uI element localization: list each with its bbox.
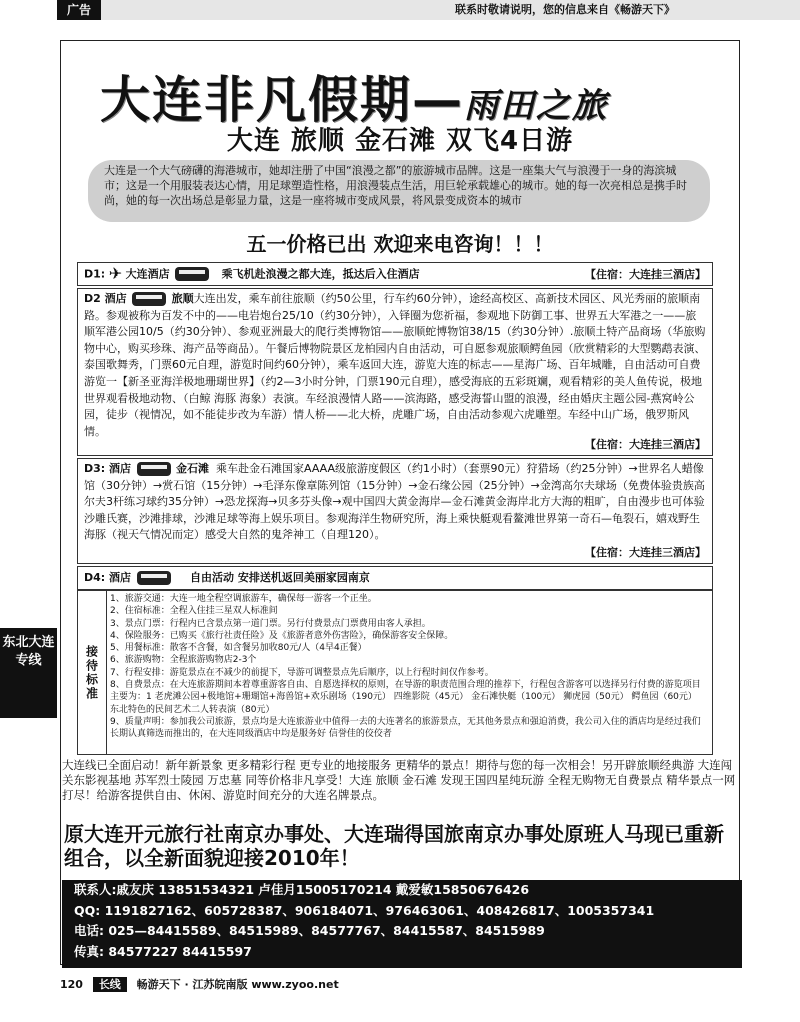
list-item: 8、自费景点：在大连旅游期间本着尊重游客自由、自愿选择权的原则，在导游的职责范围合理的推荐下，行程包含游客可以选择另行付费的游览项目主要为：1 老虎滩公园+极地馆+珊瑚馆+海兽馆+欢乐剧场（190元） 四维影院（45元） 金石滩快艇（100元） 狮虎园（50元） 鳄鱼园（60元） 东北特色的民间艺术二人转表演（80元） bbox=[110, 680, 701, 715]
day-desc: 大连出发，乘车前往旅顺（约50公里，行车约60分钟），途经高校区、高新技术园区、风光秀丽的旅顺南路。参观被称为百发不中的——电岩炮台25/10（约30分钟），入铎圈为您祈福，参观地下防御工事、世界五大军港之一——旅顺军港公园10/5（约30分钟）、参观亚洲最大的爬行类博物馆——旅顺蛇博物馆38/15（约30分钟）.旅顺土特产品商场（华旅购物中心，购买珍珠、海产品等商品）。午餐后博物院景区龙柏园内自由活动，可自愿参观旅顺鳄鱼园（欣赏精彩的大型鹦鹉表演、泰国歌舞秀，门票60元自理，游览时间约60分钟），乘车返回大连，游览大连的标志——星海广场、百年城雕，自由活动可自费游览一【新圣亚海洋极地珊瑚世界】（约2—3小时分钟，门票190元自理），感受海底的五彩斑斓，观看精彩的美人鱼传说，极地世界观看极地动物、（白鲸 海豚 海象）表演。车经浪漫情人路——滨海路，感受海誓山盟的浪漫，经由婚庆主题公园-燕窝岭公园，徒步（视情况，如不能徒步改为车游）情人桥——北大桥，虎雕广场，自由活动参观六虎雕塑。车经中山广场，俄罗斯风情。 bbox=[84, 292, 706, 438]
intro-text: 大连是一个大气磅礴的海港城市，她却注册了中国“浪漫之都”的旅游城市品牌。这是一座集大气与浪漫于一身的海滨城市；这是一个用服装表达心情，用足球塑造性格，用浪漫装点生活，用巨轮承载雄心的城市。她的每一次亮相总是携手时尚，她的每一次出场总是彰显力量，这是一座将城市变成风景，将风景变成资本的城市 bbox=[104, 164, 687, 207]
reception-list bbox=[110, 593, 708, 741]
bus-icon bbox=[132, 292, 166, 306]
side-label: 东北大连专线 bbox=[0, 628, 57, 718]
reception-label: 接待标准 bbox=[78, 591, 107, 754]
bus-icon bbox=[137, 571, 171, 585]
title-script: 雨田之旅 bbox=[464, 86, 608, 126]
day-desc: 乘飞机赴浪漫之都大连，抵达后入住酒店 bbox=[221, 267, 420, 281]
contact-box bbox=[62, 880, 742, 968]
list-item: 1、旅游交通：大连一地全程空调旅游车，确保每一游客一个正坐。 bbox=[110, 594, 377, 604]
tour-subtitle: 大连 旅顺 金石滩 双飞4日游 bbox=[226, 126, 574, 156]
day-label: D3: 酒店 bbox=[84, 462, 132, 475]
price-notice: 五一价格已出 欢迎来电咨询！！！ bbox=[246, 232, 554, 256]
contact-tel: 电话: 025—84415589、84515989、84577767、84415587、84515989 bbox=[74, 923, 545, 938]
list-item: 9、质量声明：参加我公司旅游，景点均是大连旅游业中值得一去的大连著名的旅游景点，无其他务景点和强迫消费，我公司入住的酒店均是经过我们长期认真筛选而推出的，在大连同级酒店中均是服务好 信誉佳的佼佼者 bbox=[110, 716, 701, 740]
list-item: 7、行程安排：游览景点在不减少的前提下，导游可调整景点先后顺序，以上行程时间仅作参考。 bbox=[110, 667, 494, 678]
footer-tag: 长线 bbox=[93, 977, 127, 992]
list-item: 5、用餐标准：散客不含餐，如含餐另加收80元/人（4早4正餐） bbox=[110, 643, 367, 654]
hotel-note: 【住宿：大连挂三酒店】 bbox=[585, 268, 706, 282]
bus-icon bbox=[175, 267, 209, 281]
day-label: D4: 酒店 bbox=[84, 571, 132, 584]
day-2 bbox=[77, 288, 713, 456]
header-note: 联系时敬请说明，您的信息来自《畅游天下》 bbox=[455, 3, 675, 16]
bus-icon bbox=[137, 462, 171, 476]
list-item: 6、旅游购物：全程旅游购物店2-3个 bbox=[110, 655, 257, 666]
day-label: D2 酒店 bbox=[84, 292, 127, 305]
contact-persons: 联系人:戚友庆 13851534321 卢佳月15005170214 戴爱敏15850676426 bbox=[74, 882, 530, 897]
list-item: 3、景点门票：行程内已含景点第一道门票。另行付费景点门票费用由客人承担。 bbox=[110, 618, 431, 629]
day-3 bbox=[77, 458, 713, 564]
contact-qq: QQ: 1191827162、605728387、906184071、976463061、408426817、1005357341 bbox=[74, 902, 655, 918]
ad-tag: 广告 bbox=[57, 0, 101, 20]
hotel-note: 【住宿：大连挂三酒店】 bbox=[585, 438, 706, 452]
reception-standards bbox=[77, 590, 713, 755]
day-head: 大连酒店 bbox=[125, 267, 170, 281]
day-head: 旅顺 bbox=[171, 292, 194, 305]
page-footer bbox=[60, 975, 430, 995]
intro-box bbox=[88, 160, 710, 222]
list-item: 4、保险服务：已购买《旅行社责任险》及《旅游者意外伤害险》，确保游客安全保障。 bbox=[110, 630, 454, 641]
day-head: 金石滩 bbox=[176, 462, 210, 475]
day-4 bbox=[77, 566, 713, 590]
day-label: D1: bbox=[84, 267, 106, 281]
day-1 bbox=[77, 262, 713, 286]
hotel-note: 【住宿：大连挂三酒店】 bbox=[585, 546, 706, 560]
day-desc: 乘车赴金石滩国家AAAA级旅游度假区（约1小时）（套票90元）狩猎场（约25分钟）→世界名人蜡像馆（30分钟）→赏石馆（15分钟）→毛泽东像章陈列馆（15分钟）→金石缘公园（25分钟）→金湾高尔夫球场（免费体验贵族高尔夫3杆练习球约35分钟）→恐龙探海→贝多芬头像→观中国四大黄金海岸—金石滩黄金海岸北方大海的粗旷，自由漫步也可体验沙雕氏赛，沙滩排球，沙滩足球等海上娱乐项目。参观海洋生物研究所，海上乘快艇观看鳌滩世界第一奇石—龟裂石，嬉戏野生海豚（视天气情况而定）感受大自然的鬼斧神工（自理120）。 bbox=[84, 462, 705, 542]
list-item: 2、住宿标准：全程入住挂三星双人标准间 bbox=[110, 606, 278, 617]
promo-text: 大连线已全面启动！新年新景象 更多精彩行程 更专业的地接服务 更精华的景点！期待与您的每一次相会！另开辟旅顺经典游 大连闯关东影视基地 苏军烈士陵园 万忠墓 同等价格非凡享受！大连 旅顺 金石滩 发现王国四星纯玩游 全程无购物无自费景点 精华景点一网打尽！给游客提供自由、休闲、游览时间充分的大连名牌景点。 bbox=[62, 758, 736, 802]
page-number: 120 bbox=[60, 978, 83, 991]
announcement: 原大连开元旅行社南京办事处、大连瑞得国旅南京办事处原班人马现已重新组合，以全新面貌迎接2010年！ bbox=[64, 822, 724, 870]
contact-fax: 传真: 84577227 84415597 bbox=[74, 943, 252, 959]
footer-brand: 畅游天下 · 江苏皖南版 www.zyoo.net bbox=[136, 978, 339, 991]
day-head: 自由活动 安排送机返回美丽家园南京 bbox=[190, 571, 370, 584]
airplane-icon: ✈ bbox=[108, 264, 123, 283]
title-main: 大连非凡假期— bbox=[100, 71, 464, 129]
